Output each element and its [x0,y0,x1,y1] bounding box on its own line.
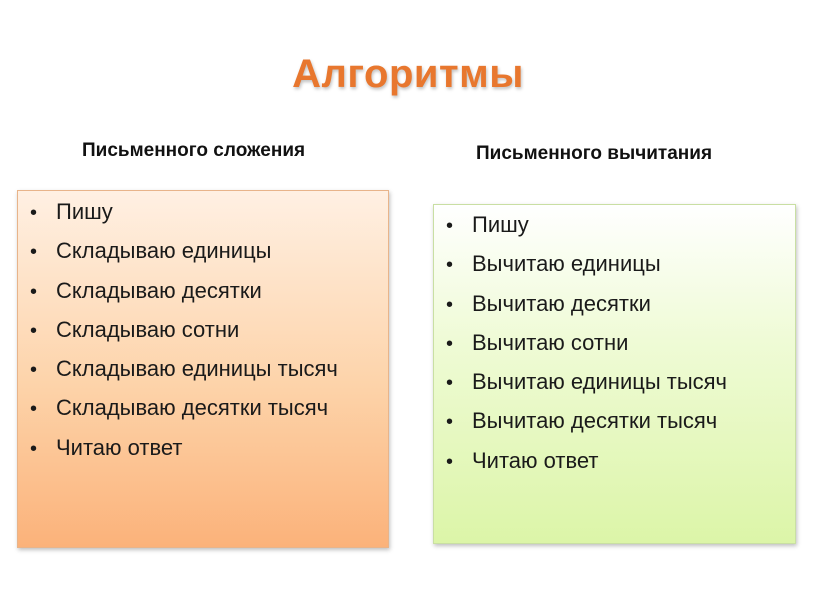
bullet-icon: • [30,437,38,460]
addition-box [17,190,389,548]
list-item-text: Вычитаю единицы [472,251,661,277]
bullet-icon: • [30,398,38,421]
list-item-text: Пишу [56,199,113,224]
list-item [30,356,338,395]
list-item [446,291,727,330]
subtraction-box [433,204,796,544]
list-item-text: Пишу [472,212,529,237]
list-item [446,448,727,487]
bullet-icon: • [30,319,38,342]
list-item-text: Складываю единицы [56,238,272,264]
bullet-icon: • [30,359,38,382]
list-item-text: Вычитаю десятки [472,290,651,316]
subtraction-list [446,212,727,487]
list-item [446,408,727,447]
list-item [30,435,338,474]
list-item [446,212,727,251]
list-item-text: Складываю сотни [56,316,240,342]
addition-heading: Письменного сложения [82,140,306,161]
list-item [30,278,338,317]
bullet-icon: • [446,450,454,473]
page-title: Алгоритмы [292,52,524,96]
list-item [30,395,338,434]
bullet-icon: • [30,241,38,264]
list-item-text: Вычитаю единицы тысяч [472,369,728,395]
list-item [446,330,727,369]
bullet-icon: • [30,280,38,303]
list-item-text: Складываю единицы тысяч [56,356,338,382]
list-item [446,369,727,408]
bullet-icon: • [30,202,38,224]
bullet-icon: • [446,411,454,434]
list-item [30,199,338,238]
subtraction-heading: Письменного вычитания [476,143,713,164]
bullet-icon: • [446,332,454,355]
list-item-text: Вычитаю десятки тысяч [472,408,718,434]
list-item-text: Складываю десятки [56,277,262,303]
bullet-icon: • [446,372,454,395]
list-item [30,317,338,356]
bullet-icon: • [446,293,454,316]
addition-list [30,199,338,474]
list-item [446,251,727,290]
list-item-text: Читаю ответ [56,434,183,460]
bullet-icon: • [446,254,454,277]
list-item-text: Складываю десятки тысяч [56,395,329,421]
list-item [30,238,338,277]
bullet-icon: • [446,215,454,237]
list-item-text: Читаю ответ [472,447,599,473]
list-item-text: Вычитаю сотни [472,329,629,355]
